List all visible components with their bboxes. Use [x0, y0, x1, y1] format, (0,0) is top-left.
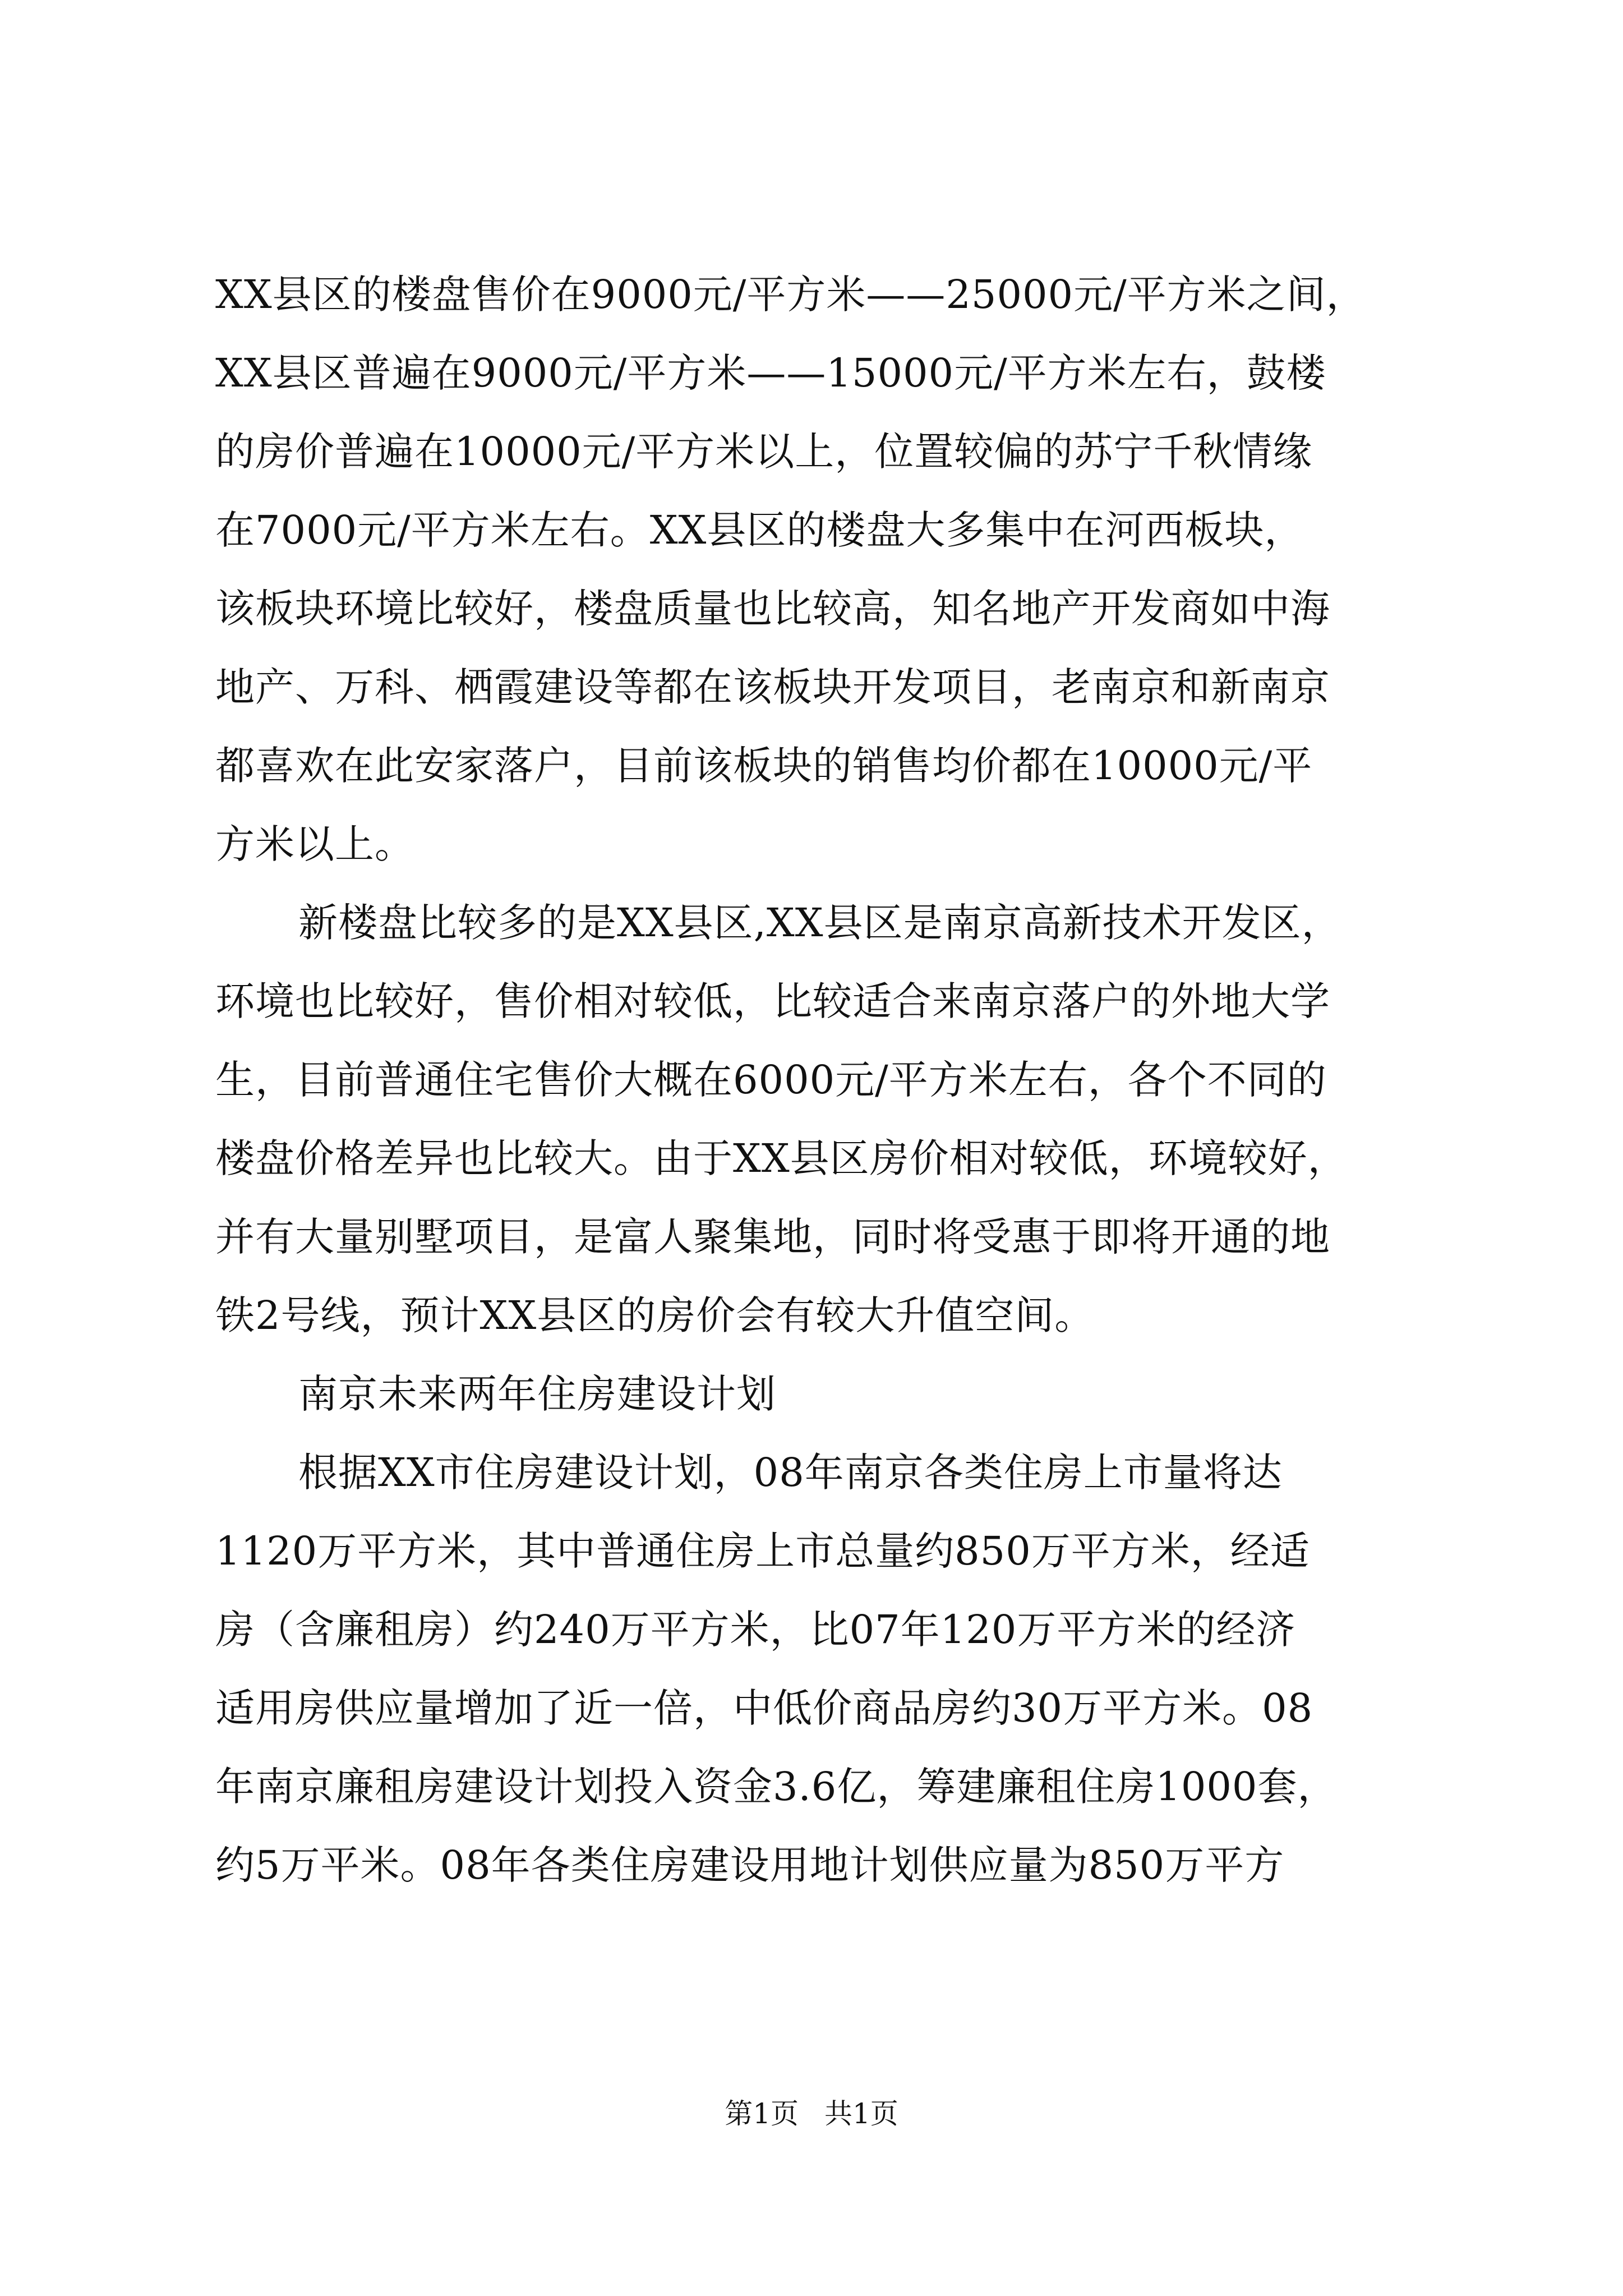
paragraph-1-line-8: 方米以上。 — [215, 821, 414, 867]
paragraph-2-line-3: 生，目前普通住宅售价大概在6000元/平方米左右，各个不同的 — [215, 1057, 1327, 1103]
paragraph-1-line-1: XX县区的楼盘售价在9000元/平方米——25000元/平方米之间， — [215, 272, 1366, 318]
page-total: 共1页 — [824, 2097, 898, 2130]
paragraph-2-line-2: 环境也比较好，售价相对较低，比较适合来南京落户的外地大学 — [215, 978, 1330, 1024]
paragraph-4-line-2: 1120万平方米，其中普通住房上市总量约850万平方米，经适 — [215, 1528, 1310, 1574]
page-number: 第1页 — [725, 2097, 799, 2130]
paragraph-2-line-5: 并有大量别墅项目，是富人聚集地，同时将受惠于即将开通的地 — [215, 1214, 1330, 1260]
paragraph-1-line-7: 都喜欢在此安家落户，目前该板块的销售均价都在10000元/平 — [215, 743, 1313, 789]
paragraph-1-line-2: XX县区普遍在9000元/平方米——15000元/平方米左右，鼓楼 — [215, 350, 1326, 396]
paragraph-4-line-1: 根据XX市住房建设计划，08年南京各类住房上市量将达 — [298, 1450, 1283, 1496]
paragraph-1-line-6: 地产、万科、栖霞建设等都在该板块开发项目，老南京和新南京 — [215, 664, 1330, 710]
paragraph-2-line-1: 新楼盘比较多的是XX县区,XX县区是南京高新技术开发区， — [298, 900, 1341, 946]
paragraph-2-line-6: 铁2号线，预计XX县区的房价会有较大升值空间。 — [215, 1292, 1095, 1338]
paragraph-4-line-5: 年南京廉租房建设计划投入资金3.6亿，筹建廉租住房1000套， — [215, 1764, 1338, 1810]
paragraph-1-line-4: 在7000元/平方米左右。XX县区的楼盘大多集中在河西板块， — [215, 507, 1304, 553]
paragraph-2-line-4: 楼盘价格差异也比较大。由于XX县区房价相对较低，环境较好， — [215, 1135, 1348, 1181]
paragraph-4-line-6: 约5万平米。08年各类住房建设用地计划供应量为850万平方 — [215, 1842, 1285, 1888]
paragraph-4-line-3: 房（含廉租房）约240万平方米，比07年120万平方米的经济 — [215, 1607, 1296, 1653]
paragraph-1-line-3: 的房价普遍在10000元/平方米以上，位置较偏的苏宁千秋情缘 — [215, 429, 1313, 475]
page-footer — [0, 2094, 1623, 2133]
document-body — [215, 255, 1415, 1904]
paragraph-4-line-4: 适用房供应量增加了近一倍，中低价商品房约30万平方米。08 — [215, 1685, 1313, 1731]
paragraph-1-line-5: 该板块环境比较好，楼盘质量也比较高，知名地产开发商如中海 — [215, 586, 1330, 632]
section-heading: 南京未来两年住房建设计划 — [298, 1371, 776, 1417]
